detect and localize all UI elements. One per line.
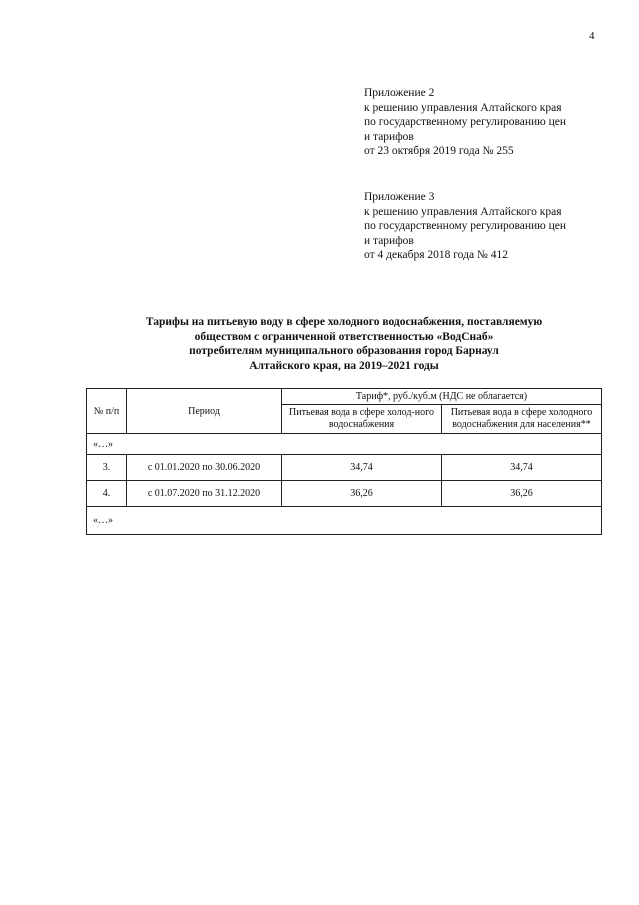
row-value-1: 34,74 <box>282 455 442 481</box>
header-number: № п/п <box>87 389 127 434</box>
header-tariff: Тариф*, руб./куб.м (НДС не облагается) <box>282 389 602 405</box>
row-value-1: 36,26 <box>282 481 442 507</box>
appendix-line: от 4 декабря 2018 года № 412 <box>364 249 509 262</box>
row-period: с 01.01.2020 по 30.06.2020 <box>127 455 282 481</box>
title-line: потребителям муниципального образования город Барнаул <box>189 345 499 358</box>
appendix-line: по государственному регулированию цен <box>364 220 567 233</box>
title-line: обществом с ограниченной ответственностью «ВодСнаб» <box>194 330 494 343</box>
appendix-3-block <box>364 190 566 263</box>
appendix-line: к решению управления Алтайского края <box>364 101 562 114</box>
appendix-line: Приложение 3 <box>364 191 435 203</box>
header-period: Период <box>127 389 282 434</box>
row-number: 4. <box>87 481 127 507</box>
table-row <box>87 455 602 481</box>
appendix-line: и тарифов <box>364 130 414 143</box>
appendix-line: и тарифов <box>364 234 414 247</box>
row-number: 3. <box>87 455 127 481</box>
subheader-cold-water-population: Питьевая вода в сфере холодного водоснабжения для населения** <box>442 405 602 434</box>
page-number: 4 <box>589 30 595 42</box>
document-title <box>86 315 602 373</box>
appendix-line: к решению управления Алтайского края <box>364 205 562 218</box>
appendix-line: Приложение 2 <box>364 87 435 99</box>
subheader-cold-water: Питьевая вода в сфере холод-ного водоснабжения <box>282 405 442 434</box>
row-value-2: 36,26 <box>442 481 602 507</box>
table-row <box>87 481 602 507</box>
title-line: Алтайского края, на 2019–2021 годы <box>249 359 439 372</box>
ellipsis-row: «…» <box>87 434 602 455</box>
ellipsis-row: «…» <box>87 507 602 535</box>
appendix-line: по государственному регулированию цен <box>364 116 567 129</box>
row-period: с 01.07.2020 по 31.12.2020 <box>127 481 282 507</box>
title-line: Тарифы на питьевую воду в сфере холодного водоснабжения, поставляемую <box>145 316 543 328</box>
appendix-2-block <box>364 86 566 159</box>
appendix-line: от 23 октября 2019 года № 255 <box>364 145 514 158</box>
row-value-2: 34,74 <box>442 455 602 481</box>
tariff-table <box>86 388 602 535</box>
